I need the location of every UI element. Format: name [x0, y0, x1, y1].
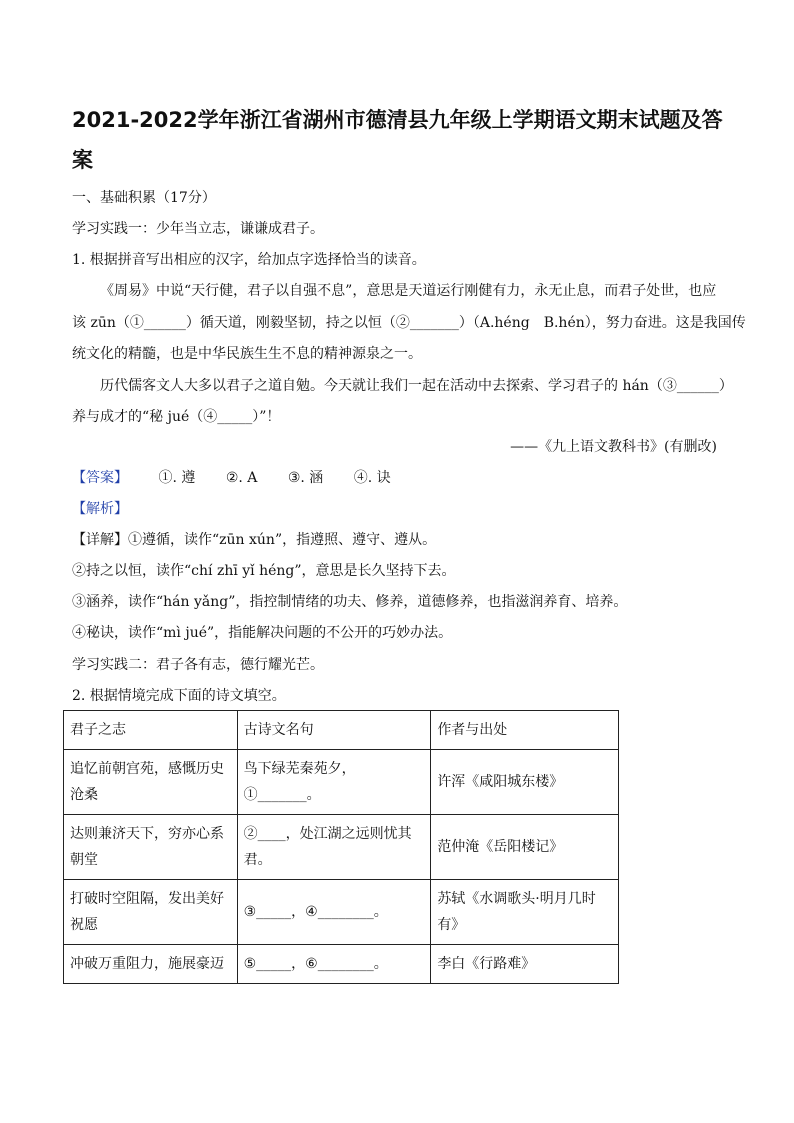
table-cell: ③_____，④________。	[237, 880, 431, 945]
practice-heading-2: 学习实践二：君子各有志，德行耀光芒。	[72, 657, 324, 673]
answer-row	[72, 468, 732, 488]
poetry-table	[63, 710, 619, 984]
section-heading: 一、基础积累（17分）	[72, 190, 216, 206]
table-cell: ②____，处江湖之远则忧其君。	[237, 815, 431, 880]
table-cell: ⑤_____，⑥________。	[237, 945, 431, 984]
table-header: 古诗文名句	[237, 711, 431, 750]
detail-line: ②持之以恒，读作“chí zhī yǐ héng”，意思是长久坚持下去。	[72, 563, 456, 579]
table-header-row	[64, 711, 619, 750]
table-cell: 范仲淹《岳阳楼记》	[431, 815, 619, 880]
answer-item: ③. 涵	[287, 470, 324, 486]
table-cell: 苏轼《水调歌头·明月几时有》	[431, 880, 619, 945]
passage-line: 统文化的精髓，也是中华民族生生不息的精神源泉之一。	[72, 346, 422, 362]
table-cell: 追忆前朝宫苑，感慨历史沧桑	[64, 750, 238, 815]
table-cell: 冲破万重阻力，施展豪迈	[64, 945, 238, 984]
page-title: 2021-2022学年浙江省湖州市德清县九年级上学期语文期末试题及答案	[72, 108, 723, 172]
detail-line: ③涵养，读作“hán yǎng”，指控制情绪的功夫、修养，道德修养，也指滋润养育、培养。	[72, 594, 628, 610]
table-header: 作者与出处	[431, 711, 619, 750]
passage-line: 历代儒客文人大多以君子之道自勉。今天就让我们一起在活动中去探索、学习君子的 hán（③______）	[100, 378, 733, 394]
answer-item: ④. 诀	[353, 470, 391, 486]
answer-item: ②. A	[225, 470, 258, 486]
practice-heading-1: 学习实践一：少年当立志，谦谦成君子。	[72, 221, 324, 237]
table-row	[64, 880, 619, 945]
detail-line: ④秘诀，读作“mì jué”，指能解决问题的不公开的巧妙办法。	[72, 625, 453, 641]
passage-source: ——《九上语文教科书》(有删改)	[510, 439, 717, 455]
question-1-prompt: 1. 根据拼音写出相应的汉字，给加点字选择恰当的读音。	[72, 252, 426, 268]
table-cell: 打破时空阻隔，发出美好祝愿	[64, 880, 238, 945]
table-row	[64, 815, 619, 880]
table-header: 君子之志	[64, 711, 238, 750]
passage-line: 该 zūn（①______）循天道，刚毅坚韧，持之以恒（②_______）（A.héng B.hén），努力奋进。这是我国传	[72, 315, 746, 331]
question-2-prompt: 2. 根据情境完成下面的诗文填空。	[72, 688, 286, 704]
passage-line: 养与成才的“秘 jué（④_____）”！	[72, 409, 281, 425]
detail-line: 【详解】①遵循，读作“zūn xún”，指遵照、遵守、遵从。	[72, 532, 437, 548]
table-cell: 许浑《咸阳城东楼》	[431, 750, 619, 815]
table-cell: 鸟下绿芜秦苑夕，①_______。	[237, 750, 431, 815]
answer-item: ①. 遵	[158, 470, 196, 486]
passage-line: 《周易》中说“天行健，君子以自强不息”，意思是天道运行刚健有力，永无止息，而君子处世，也应	[100, 283, 717, 299]
table-row	[64, 750, 619, 815]
table-row	[64, 945, 619, 984]
table-cell: 达则兼济天下，穷亦心系朝堂	[64, 815, 238, 880]
answer-label: 【答案】	[72, 470, 128, 486]
table-cell: 李白《行路难》	[431, 945, 619, 984]
analysis-label: 【解析】	[72, 501, 128, 517]
